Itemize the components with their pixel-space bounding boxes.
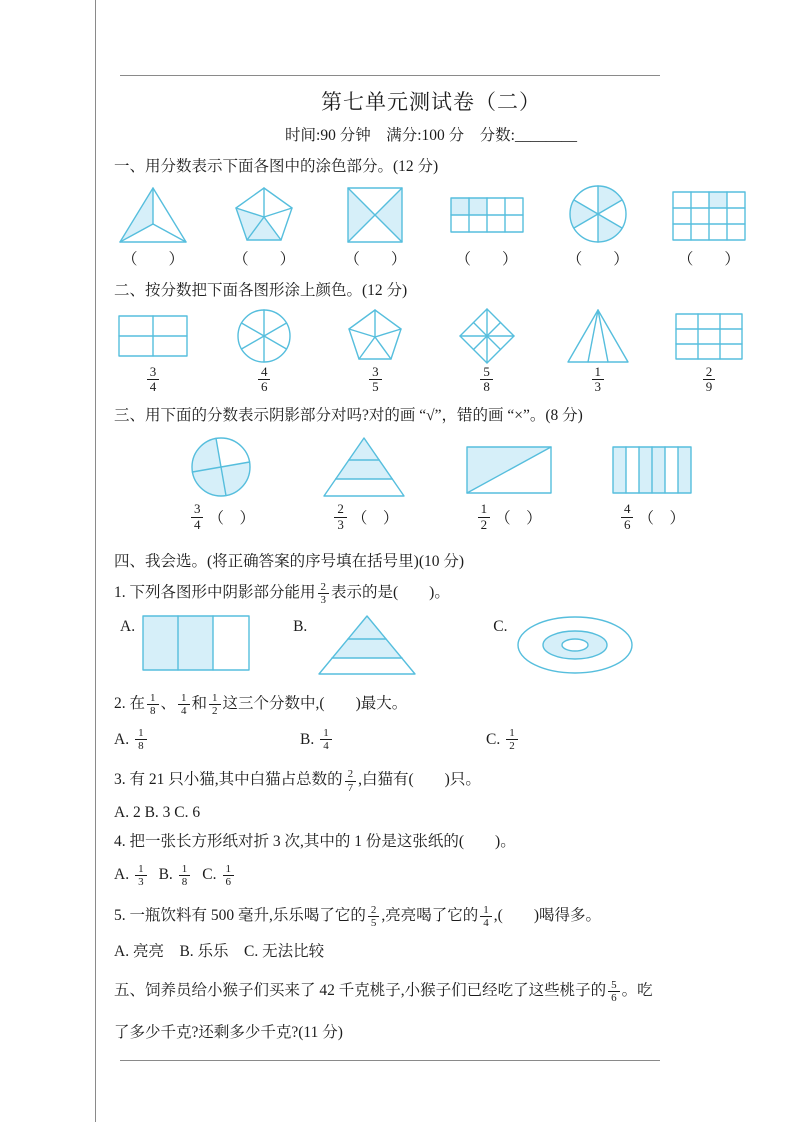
s1-figure-3 (336, 185, 414, 269)
rect-stripes-figure (606, 435, 698, 499)
s2-figure-3 (336, 307, 414, 395)
option-a: A. $\frac{1}{3}$ (114, 863, 149, 888)
s4-q3-text: 3. 有 21 只小猫,其中白猫占总数的 $\frac{2}{7}$ ,白猫有( )只。 (114, 768, 481, 794)
triangle-bands-shaded-figure (313, 614, 421, 676)
answer-blank: （ ） (677, 250, 740, 268)
rect-twelfths-grid-figure (670, 185, 748, 245)
q1-option-b (293, 614, 421, 676)
rect-thirds-shaded-figure (141, 614, 251, 672)
answer-blank: （ ） (455, 250, 518, 268)
s1-figure-6 (670, 185, 748, 269)
judge-blank: （ ） (495, 510, 542, 528)
fraction: $\frac{5}{6}$ (608, 979, 620, 1004)
circle-sixths-figure (559, 183, 637, 245)
rect-eighths-grid-figure (448, 185, 526, 245)
s1-figure-1 (114, 185, 192, 269)
fraction: $\frac{1}{8}$ (179, 863, 191, 888)
s4-q4-options (114, 863, 748, 888)
q1-option-c (493, 614, 635, 676)
s3-caption (619, 502, 685, 532)
fraction: $\frac{1}{8}$ (147, 692, 159, 717)
option-b: B. $\frac{1}{8}$ (159, 863, 193, 888)
top-rule (120, 75, 660, 76)
fraction: $\frac{3}{5}$ (369, 365, 382, 395)
fraction: $\frac{1}{3}$ (135, 863, 147, 888)
fraction: $\frac{1}{4}$ (320, 727, 332, 752)
judge-blank: （ ） (208, 510, 255, 528)
fraction: $\frac{5}{8}$ (480, 365, 493, 395)
option-a-label: A. (120, 618, 136, 636)
fraction: $\frac{3}{4}$ (191, 502, 204, 532)
section5-text-line1: 五、饲养员给小猴子们买来了 42 千克桃子,小猴子们已经吃了这些桃子的 $\frac{5}{6}$ 。吃 (114, 979, 653, 1005)
rect-quarters-figure (114, 307, 192, 365)
section2-figures (114, 307, 748, 395)
s2-figure-4 (448, 307, 526, 395)
rect-diagonal-half-figure (463, 435, 555, 499)
section3-figures (114, 435, 748, 532)
section2-heading: 二、按分数把下面各图形涂上颜色。(12 分) (114, 281, 408, 299)
section3-heading: 三、用下面的分数表示阴影部分对吗?对的画 “√”，错的画 “×”。(8 分) (114, 407, 583, 425)
fraction: $\frac{1}{4}$ (178, 692, 190, 717)
answer-blank: （ ） (233, 250, 296, 268)
fraction: $\frac{2}{3}$ (318, 581, 330, 606)
s3-caption (189, 502, 255, 532)
fraction: $\frac{2}{5}$ (368, 904, 380, 929)
page-title: 第七单元测试卷（二） (321, 90, 541, 114)
answer-blank: （ ） (121, 250, 184, 268)
meta-line: 时间:90 分钟 满分:100 分 分数:________ (285, 127, 577, 144)
pentagon-fifths-outline-figure (336, 307, 414, 365)
option-c: C. $\frac{1}{6}$ (202, 863, 236, 888)
s2-figure-1 (114, 307, 192, 395)
s3-figure-4 (606, 435, 698, 532)
s2-figure-2 (225, 307, 303, 395)
fraction: $\frac{4}{6}$ (621, 502, 634, 532)
s1-figure-2 (225, 185, 303, 269)
fraction: $\frac{1}{4}$ (480, 904, 492, 929)
section4-heading: 四、我会选。(将正确答案的序号填在括号里)(10 分) (114, 552, 465, 570)
triangle-thirds-outline-figure (559, 307, 637, 365)
s4-q5-options: A. 亮亮 B. 乐乐 C. 无法比较 (114, 943, 325, 961)
s1-figure-5 (559, 183, 637, 269)
fraction: $\frac{3}{4}$ (147, 365, 160, 395)
judge-blank: （ ） (351, 510, 399, 528)
fraction: $\frac{1}{2}$ (478, 502, 491, 532)
fraction: $\frac{1}{6}$ (223, 863, 235, 888)
option-b: B. $\frac{1}{4}$ (300, 727, 486, 752)
s4-q4-text: 4. 把一张长方形纸对折 3 次,其中的 1 份是这张纸的( )。 (114, 832, 516, 850)
s1-figure-4 (448, 185, 526, 269)
fraction: $\frac{1}{3}$ (592, 365, 605, 395)
pentagon-fifths-figure (225, 185, 303, 245)
s4-q2-text: 2. 在 $\frac{1}{8}$ 、 $\frac{1}{4}$ 和 $\frac{1}{2}$ 这三个分数中,( )最大。 (114, 692, 408, 718)
bottom-rule (120, 1060, 660, 1061)
s2-figure-6 (670, 307, 748, 395)
option-b-label: B. (293, 618, 308, 636)
triangle-thirds-figure (114, 185, 192, 245)
s4-q1-text: 1. 下列各图形中阴影部分能用 $\frac{2}{3}$ 表示的是( )。 (114, 580, 450, 606)
s3-figure-1 (176, 435, 268, 532)
s3-caption (476, 502, 542, 532)
s3-caption (332, 502, 398, 532)
section1-heading: 一、用分数表示下面各图中的涂色部分。(12 分) (114, 158, 439, 175)
circle-sixths-outline-figure (225, 307, 303, 365)
s2-figure-5 (559, 307, 637, 395)
fraction: $\frac{1}{8}$ (135, 727, 147, 752)
s4-q1-figures (120, 614, 748, 676)
option-c: C. $\frac{1}{2}$ (486, 727, 672, 752)
q1-option-a (120, 614, 251, 672)
fraction: $\frac{2}{7}$ (345, 768, 357, 793)
option-a: A. $\frac{1}{8}$ (114, 727, 300, 752)
fraction: $\frac{1}{2}$ (506, 727, 518, 752)
s4-q5-text: 5. 一瓶饮料有 500 毫升,乐乐喝了它的 $\frac{2}{5}$ ,亮亮喝了它的 $\frac{1}{4}$ ,( )喝得多。 (114, 904, 601, 930)
section1-figures (114, 183, 748, 269)
diamond-eighths-figure (448, 307, 526, 365)
square-diagonals-figure (336, 185, 414, 245)
s3-figure-3 (463, 435, 555, 532)
triangle-bands-figure (319, 435, 411, 499)
circle-shaded-parts-figure (176, 435, 268, 499)
left-margin-rule (95, 0, 96, 1122)
concentric-ellipses-figure (514, 614, 636, 676)
judge-blank: （ ） (638, 510, 685, 528)
s4-q3-options: A. 2 B. 3 C. 6 (114, 803, 201, 821)
fraction: $\frac{4}{6}$ (258, 365, 271, 395)
fraction: $\frac{2}{9}$ (703, 365, 716, 395)
worksheet-content (114, 86, 748, 1042)
rect-ninths-grid-figure (670, 307, 748, 365)
option-c-label: C. (493, 618, 508, 636)
answer-blank: （ ） (344, 250, 407, 268)
s4-q2-options (114, 727, 748, 752)
fraction: $\frac{2}{3}$ (334, 502, 347, 532)
fraction: $\frac{1}{2}$ (209, 692, 221, 717)
section5-text-line2: 了多少千克?还剩多少千克?(11 分) (114, 1024, 343, 1042)
s3-figure-2 (319, 435, 411, 532)
answer-blank: （ ） (566, 250, 629, 268)
